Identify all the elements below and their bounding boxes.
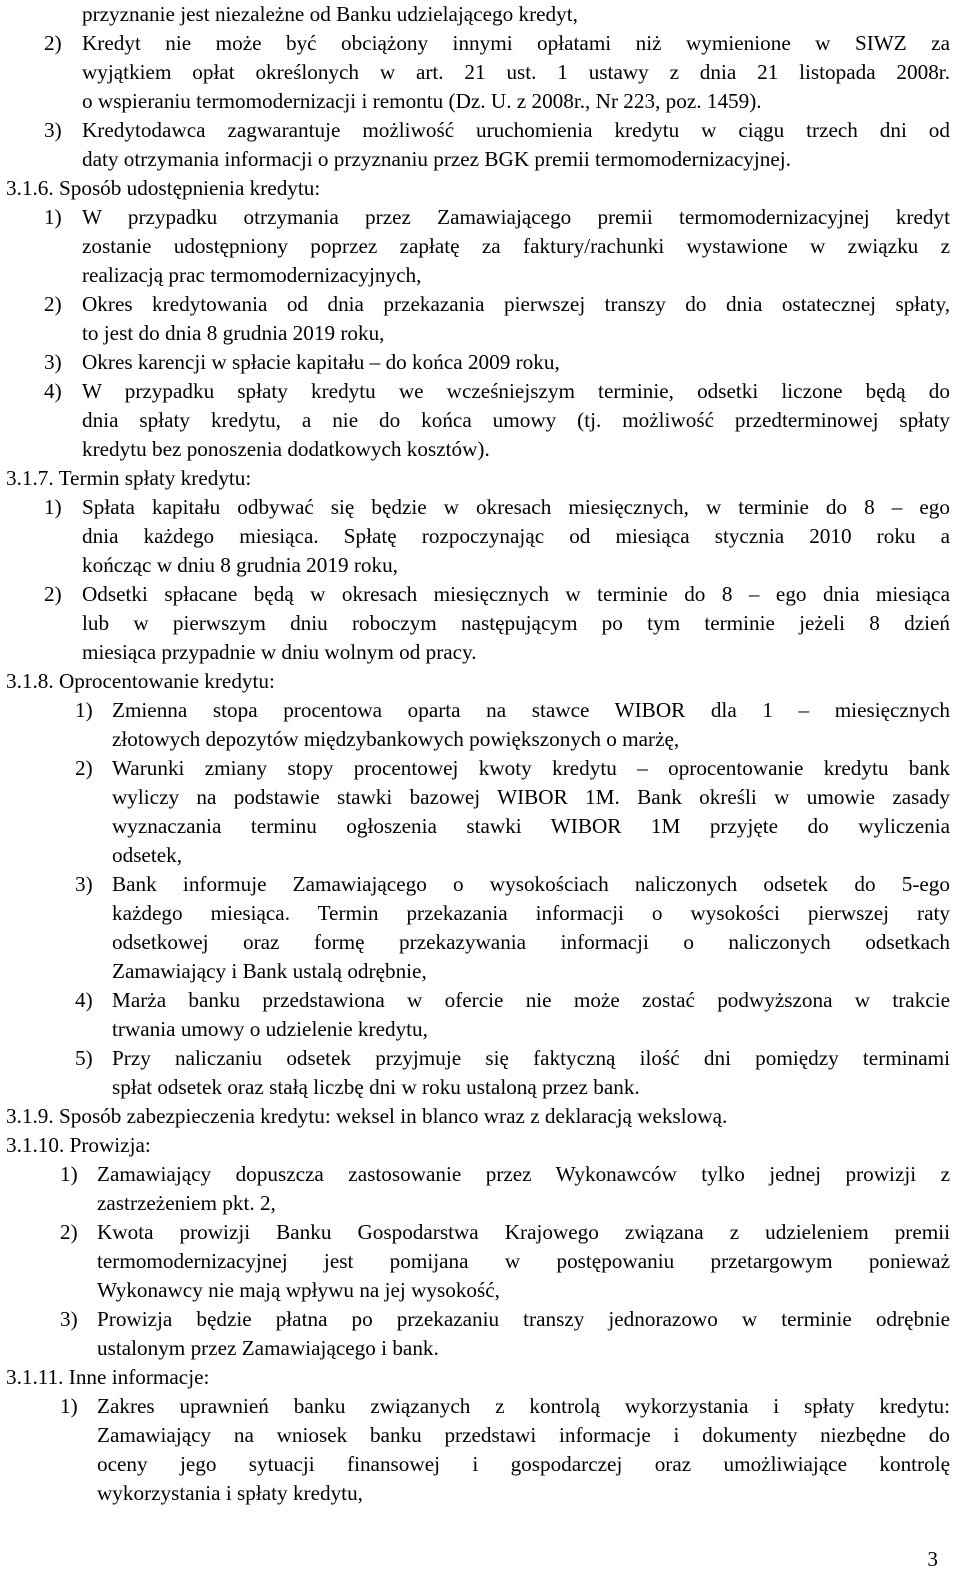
list-item-line: to jest do dnia 8 grudnia 2019 roku,: [82, 321, 385, 345]
list-item-line: Okres kredytowania od dnia przekazania pierwszej transzy do dnia ostatecznej spłaty,: [82, 292, 950, 316]
list-item-line: dnia spłaty kredytu, a nie do końca umowy (tj. możliwość przedterminowej spłaty: [82, 408, 950, 432]
list-item-line: miesiąca przypadnie w dniu wolnym od pracy.: [82, 640, 477, 664]
list-item-line: odsetkowej oraz formę przekazywania informacji o naliczonych odsetkach: [112, 930, 950, 954]
list-item-line: Wykonawcy nie mają wpływu na jej wysokość,: [97, 1278, 500, 1302]
list-item-line: zastrzeżeniem pkt. 2,: [97, 1191, 276, 1215]
list-number: 1): [44, 495, 62, 519]
list-item-line: Marża banku przedstawiona w ofercie nie może zostać podwyższona w trakcie: [112, 988, 950, 1012]
list-number: 5): [75, 1046, 93, 1070]
paragraph-line: przyznanie jest niezależne od Banku udzielającego kredyt,: [82, 2, 578, 26]
list-number: 3): [44, 350, 62, 374]
page-number: 3: [927, 1547, 938, 1571]
list-item-line: Warunki zmiany stopy procentowej kwoty kredytu – oprocentowanie kredytu bank: [112, 756, 950, 780]
list-item-line: Odsetki spłacane będą w okresach miesięcznych w terminie do 8 – ego dnia miesiąca: [82, 582, 950, 606]
section-heading: 3.1.7. Termin spłaty kredytu:: [6, 466, 252, 490]
list-item-line: kredytu bez ponoszenia dodatkowych kosztów).: [82, 437, 490, 461]
list-item-line: Okres karencji w spłacie kapitału – do końca 2009 roku,: [82, 350, 560, 374]
list-item-line: złotowych depozytów międzybankowych powiększonych o marżę,: [112, 727, 680, 751]
list-number: 1): [60, 1162, 78, 1186]
list-item-line: wykorzystania i spłaty kredytu,: [97, 1481, 363, 1505]
list-number: 4): [75, 988, 93, 1012]
list-number: 3): [60, 1307, 78, 1331]
list-item-line: trwania umowy o udzielenie kredytu,: [112, 1017, 428, 1041]
list-item-line: wyliczy na podstawie stawki bazowej WIBOR 1M. Bank określi w umowie zasady: [112, 785, 950, 809]
section-heading: 3.1.10. Prowizja:: [6, 1133, 151, 1157]
list-item-line: zostanie udostępniony poprzez zapłatę za faktury/rachunki wystawione w związku z: [82, 234, 950, 258]
list-number: 1): [75, 698, 93, 722]
section-heading: 3.1.11. Inne informacje:: [6, 1365, 210, 1389]
list-item-line: odsetek,: [112, 843, 183, 867]
list-item-line: każdego miesiąca. Termin przekazania informacji o wysokości pierwszej raty: [112, 901, 950, 925]
list-item-line: ustalonym przez Zamawiającego i bank.: [97, 1336, 439, 1360]
list-item-line: Zmienna stopa procentowa oparta na stawce WIBOR dla 1 – miesięcznych: [112, 698, 950, 722]
list-item-line: dnia każdego miesiąca. Spłatę rozpoczynając od miesiąca stycznia 2010 roku a: [82, 524, 950, 548]
section-heading: 3.1.9. Sposób zabezpieczenia kredytu: weksel in blanco wraz z deklaracją wekslową.: [6, 1104, 728, 1128]
list-item-line: o wspieraniu termomodernizacji i remontu (Dz. U. z 2008r., Nr 223, poz. 1459).: [82, 89, 762, 113]
list-item-line: spłat odsetek oraz stałą liczbę dni w roku ustaloną przez bank.: [112, 1075, 640, 1099]
list-number: 4): [44, 379, 62, 403]
list-item-line: Kredytodawca zagwarantuje możliwość uruchomienia kredytu w ciągu trzech dni od: [82, 118, 950, 142]
list-number: 2): [44, 582, 62, 606]
section-heading: 3.1.8. Oprocentowanie kredytu:: [6, 669, 275, 693]
list-number: 1): [44, 205, 62, 229]
list-item-line: Kredyt nie może być obciążony innymi opłatami niż wymienione w SIWZ za: [82, 31, 950, 55]
list-number: 3): [75, 872, 93, 896]
list-item-line: Bank informuje Zamawiającego o wysokościach naliczonych odsetek do 5-ego: [112, 872, 950, 896]
list-item-line: W przypadku spłaty kredytu we wcześniejszym terminie, odsetki liczone będą do: [82, 379, 950, 403]
list-item-line: realizacją prac termomodernizacyjnych,: [82, 263, 422, 287]
list-number: 1): [60, 1394, 78, 1418]
list-number: 2): [75, 756, 93, 780]
list-item-line: Zamawiający dopuszcza zastosowanie przez Wykonawców tylko jednej prowizji z: [97, 1162, 950, 1186]
list-item-line: Zamawiający i Bank ustalą odrębnie,: [112, 959, 427, 983]
list-item-line: W przypadku otrzymania przez Zamawiającego premii termomodernizacyjnej kredyt: [82, 205, 950, 229]
list-item-line: Spłata kapitału odbywać się będzie w okresach miesięcznych, w terminie do 8 – ego: [82, 495, 950, 519]
list-item-line: wyznaczania terminu ogłoszenia stawki WIBOR 1M przyjęte do wyliczenia: [112, 814, 950, 838]
list-item-line: Zakres uprawnień banku związanych z kontrolą wykorzystania i spłaty kredytu:: [97, 1394, 950, 1418]
list-number: 2): [44, 292, 62, 316]
section-heading: 3.1.6. Sposób udostępnienia kredytu:: [6, 176, 321, 200]
list-item-line: Kwota prowizji Banku Gospodarstwa Krajowego związana z udzieleniem premii: [97, 1220, 950, 1244]
list-item-line: wyjątkiem opłat określonych w art. 21 ust. 1 ustawy z dnia 21 listopada 2008r.: [82, 60, 950, 84]
list-item-line: daty otrzymania informacji o przyznaniu przez BGK premii termomodernizacyjnej.: [82, 147, 791, 171]
list-item-line: kończąc w dniu 8 grudnia 2019 roku,: [82, 553, 398, 577]
list-item-line: Zamawiający na wniosek banku przedstawi informacje i dokumenty niezbędne do: [97, 1423, 950, 1447]
list-number: 2): [60, 1220, 78, 1244]
list-item-line: Prowizja będzie płatna po przekazaniu transzy jednorazowo w terminie odrębnie: [97, 1307, 950, 1331]
list-item-line: Przy naliczaniu odsetek przyjmuje się faktyczną ilość dni pomiędzy terminami: [112, 1046, 950, 1070]
list-item-line: termomodernizacyjnej jest pomijana w postępowaniu przetargowym ponieważ: [97, 1249, 950, 1273]
list-number: 2): [44, 31, 62, 55]
list-item-line: oceny jego sytuacji finansowej i gospodarczej oraz umożliwiające kontrolę: [97, 1452, 950, 1476]
list-item-line: lub w pierwszym dniu roboczym następującym po tym terminie jeżeli 8 dzień: [82, 611, 950, 635]
list-number: 3): [44, 118, 62, 142]
